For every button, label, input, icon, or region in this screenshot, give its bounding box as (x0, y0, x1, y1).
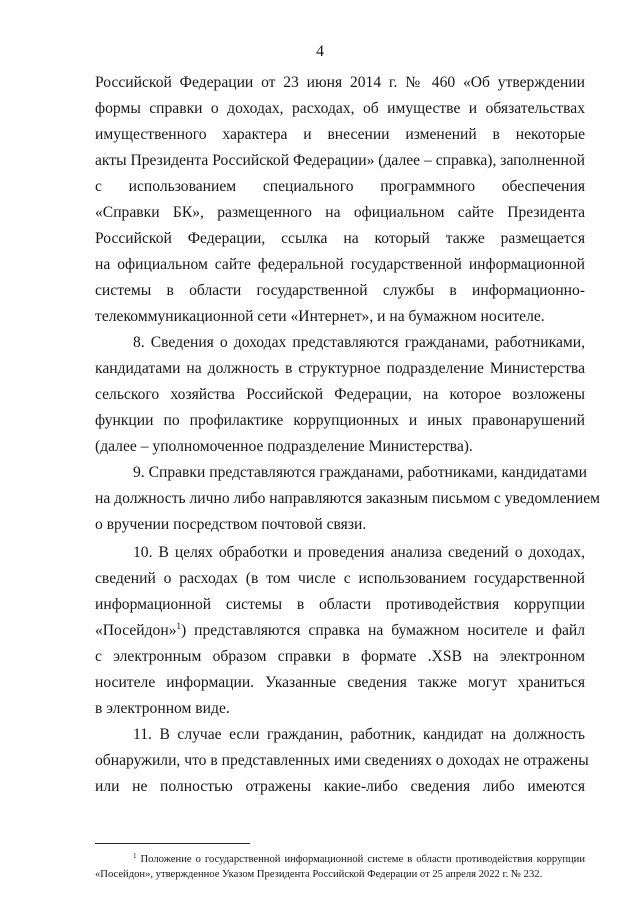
footnote-marker: 1 (133, 852, 137, 860)
body-line: сведений о расходах (в том числе с использованием государственной (95, 570, 585, 587)
body-line: функции по профилактике коррупционных и иных правонарушений (95, 412, 585, 429)
body-line: имущественного характера и внесении изменений в некоторые (95, 126, 585, 143)
body-line: Российской Федерации от 23 июня 2014 г. № 460 «Об утверждении (95, 74, 585, 91)
body-line: с использованием специального программного обеспечения (95, 178, 585, 195)
page-number: 4 (316, 43, 324, 60)
paragraph-9-first-line: 9. Справки представляются гражданами, работниками, кандидатами (133, 464, 587, 481)
footnote-line (133, 852, 585, 867)
body-line: обнаружили, что в представленных ими сведениях о доходах не отражены (95, 752, 589, 769)
body-line-segment: ) представляются справка на бумажном носителе и файл (181, 622, 585, 639)
body-line: сельского хозяйства Российской Федерации, на которое возложены (95, 386, 585, 403)
body-line-with-footnote-ref (95, 618, 585, 644)
body-line: в электронном виде. (95, 700, 230, 717)
body-line: формы справки о доходах, расходах, об имуществе и обязательствах (95, 100, 585, 117)
body-line: или не полностью отражены какие-либо сведения либо имеются (95, 778, 585, 795)
footnote-line: «Посейдон», утвержденное Указом Президента Российской Федерации от 25 апреля 2022 г. № 232. (95, 869, 543, 880)
body-line: на официальном сайте федеральной государственной информационной (95, 256, 585, 273)
body-line: носителе информации. Указанные сведения также могут храниться (95, 674, 585, 691)
body-line-segment: «Посейдон» (95, 622, 177, 639)
body-line: информационной системы в области противодействия коррупции (95, 596, 585, 613)
body-line: с электронным образом справки в формате .XSB на электронном (95, 648, 585, 665)
body-line: акты Президента Российской Федерации» (далее – справка), заполненной (95, 152, 585, 169)
body-line: (далее – уполномоченное подразделение Министерства). (95, 438, 473, 455)
body-line: Российской Федерации, ссылка на который также размещается (95, 230, 585, 247)
footnote-text: Положение о государственной информационной системе в области противодействия коррупции (140, 854, 586, 865)
body-line: системы в области государственной службы в информационно- (95, 282, 585, 299)
footnote-reference[interactable]: 1 (176, 621, 181, 631)
paragraph-8-first-line: 8. Сведения о доходах представляются гражданами, работниками, (133, 334, 585, 351)
paragraph-11-first-line: 11. В случае если гражданин, работник, кандидат на должность (133, 726, 585, 743)
paragraph-10-first-line: 10. В целях обработки и проведения анализа сведений о доходах, (133, 544, 585, 561)
body-line: кандидатами на должность в структурное подразделение Министерства (95, 360, 585, 377)
body-line: телекоммуникационной сети «Интернет», и на бумажном носителе. (95, 308, 545, 325)
body-line: на должность лично либо направляются заказным письмом с уведомлением (95, 490, 600, 507)
body-line: «Справки БК», размещенного на официальном сайте Президента (95, 204, 585, 221)
body-line: о вручении посредством почтовой связи. (95, 516, 367, 533)
footnote-separator (95, 843, 250, 844)
